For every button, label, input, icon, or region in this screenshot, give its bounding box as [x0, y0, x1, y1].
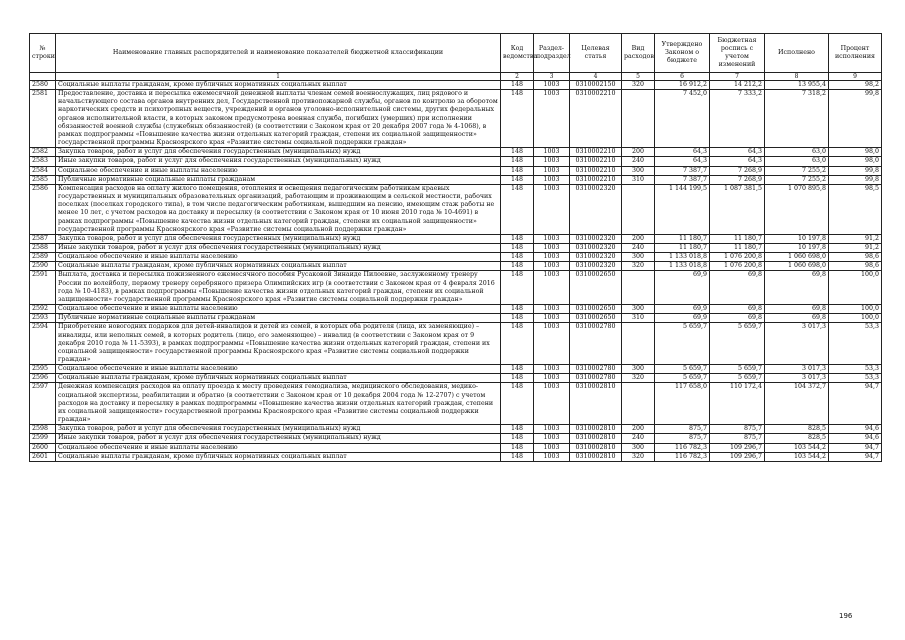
table-row	[30, 234, 882, 243]
row-number-cell: 2596	[30, 374, 56, 383]
column-number: 5	[622, 73, 655, 81]
ministry-code-cell: 148	[501, 243, 534, 252]
row-number-cell: 2583	[30, 157, 56, 166]
percent-cell: 98,6	[829, 262, 882, 271]
table-row	[30, 166, 882, 175]
target-article-cell: 0310002210	[570, 166, 622, 175]
section-cell: 1003	[534, 425, 570, 434]
executed-amount-cell: 7 255,2	[765, 166, 829, 175]
budget-list-amount-cell: 109 296,7	[710, 443, 765, 452]
table-row	[30, 157, 882, 166]
executed-amount-cell: 103 544,2	[765, 452, 829, 461]
approved-amount-cell: 7 452,0	[655, 90, 710, 148]
header-row-number: № строки	[30, 34, 56, 73]
row-name-cell: Социальное обеспечение и иные выплаты населению	[56, 166, 501, 175]
header-executed: Исполнено	[765, 34, 829, 73]
approved-amount-cell: 117 658,0	[655, 383, 710, 425]
approved-amount-cell: 1 133 018,8	[655, 253, 710, 262]
expense-type-cell: 240	[622, 434, 655, 443]
percent-cell: 98,0	[829, 157, 882, 166]
section-cell: 1003	[534, 434, 570, 443]
budget-list-amount-cell: 875,7	[710, 425, 765, 434]
row-name-cell: Социальные выплаты гражданам, кроме публичных нормативных социальных выплат	[56, 81, 501, 90]
budget-list-amount-cell: 7 268,9	[710, 166, 765, 175]
approved-amount-cell: 69,9	[655, 271, 710, 305]
approved-amount-cell: 7 387,7	[655, 166, 710, 175]
section-cell: 1003	[534, 81, 570, 90]
percent-cell: 94,7	[829, 383, 882, 425]
executed-amount-cell: 69,8	[765, 305, 829, 314]
target-article-cell: 0310002150	[570, 81, 622, 90]
ministry-code-cell: 148	[501, 374, 534, 383]
approved-amount-cell: 5 659,7	[655, 374, 710, 383]
percent-cell: 98,6	[829, 253, 882, 262]
expense-type-cell: 320	[622, 81, 655, 90]
row-name-cell: Иные закупки товаров, работ и услуг для обеспечения государственных (муниципальных) нужд	[56, 243, 501, 252]
ministry-code-cell: 148	[501, 452, 534, 461]
approved-amount-cell: 11 180,7	[655, 234, 710, 243]
expense-type-cell: 240	[622, 157, 655, 166]
section-cell: 1003	[534, 90, 570, 148]
row-number-cell: 2598	[30, 425, 56, 434]
row-name-cell: Социальные выплаты гражданам, кроме публичных нормативных социальных выплат	[56, 374, 501, 383]
percent-cell: 100,0	[829, 271, 882, 305]
expense-type-cell: 320	[622, 374, 655, 383]
approved-amount-cell: 875,7	[655, 425, 710, 434]
section-cell: 1003	[534, 305, 570, 314]
budget-list-amount-cell: 11 180,7	[710, 234, 765, 243]
budget-list-amount-cell: 69,8	[710, 305, 765, 314]
budget-list-amount-cell: 7 333,2	[710, 90, 765, 148]
expense-type-cell: 300	[622, 253, 655, 262]
expense-type-cell: 200	[622, 148, 655, 157]
row-number-cell: 2584	[30, 166, 56, 175]
row-name-cell: Иные закупки товаров, работ и услуг для обеспечения государственных (муниципальных) нужд	[56, 157, 501, 166]
executed-amount-cell: 63,0	[765, 157, 829, 166]
target-article-cell: 0310002810	[570, 425, 622, 434]
column-number: 1	[56, 73, 501, 81]
header-name: Наименование главных распорядителей и наименование показателей бюджетной классификации	[56, 34, 501, 73]
target-article-cell: 0310002650	[570, 305, 622, 314]
table-row	[30, 175, 882, 184]
percent-cell: 94,7	[829, 443, 882, 452]
column-number: 2	[501, 73, 534, 81]
column-number: 3	[534, 73, 570, 81]
column-number-row	[30, 73, 882, 81]
header-budget-list: Бюджетная роспись с учетом изменений	[710, 34, 765, 73]
section-cell: 1003	[534, 253, 570, 262]
percent-cell: 91,2	[829, 234, 882, 243]
column-number: 7	[710, 73, 765, 81]
target-article-cell: 0310002320	[570, 253, 622, 262]
executed-amount-cell: 69,8	[765, 314, 829, 323]
section-cell: 1003	[534, 365, 570, 374]
ministry-code-cell: 148	[501, 383, 534, 425]
row-number-cell: 2594	[30, 323, 56, 365]
percent-cell: 53,3	[829, 323, 882, 365]
row-name-cell: Социальное обеспечение и иные выплаты населению	[56, 253, 501, 262]
budget-list-amount-cell: 110 172,4	[710, 383, 765, 425]
target-article-cell: 0310002210	[570, 90, 622, 148]
table-row	[30, 262, 882, 271]
budget-list-amount-cell: 5 659,7	[710, 365, 765, 374]
budget-list-amount-cell: 1 087 381,5	[710, 184, 765, 234]
ministry-code-cell: 148	[501, 148, 534, 157]
ministry-code-cell: 148	[501, 253, 534, 262]
row-number-cell: 2592	[30, 305, 56, 314]
section-cell: 1003	[534, 184, 570, 234]
row-number-cell: 2586	[30, 184, 56, 234]
expense-type-cell: 310	[622, 175, 655, 184]
table-row	[30, 443, 882, 452]
row-name-cell: Социальное обеспечение и иные выплаты населению	[56, 443, 501, 452]
header-approved: Утверждено Законом о бюджете	[655, 34, 710, 73]
expense-type-cell: 300	[622, 443, 655, 452]
row-name-cell: Социальное обеспечение и иные выплаты населению	[56, 365, 501, 374]
budget-table-sheet	[29, 33, 881, 462]
expense-type-cell: 300	[622, 365, 655, 374]
budget-execution-table	[29, 33, 882, 462]
target-article-cell: 0310002810	[570, 383, 622, 425]
expense-type-cell	[622, 184, 655, 234]
row-number-cell: 2588	[30, 243, 56, 252]
target-article-cell: 0310002650	[570, 271, 622, 305]
column-number: 4	[570, 73, 622, 81]
table-row	[30, 365, 882, 374]
section-cell: 1003	[534, 452, 570, 461]
section-cell: 1003	[534, 148, 570, 157]
target-article-cell: 0310002320	[570, 234, 622, 243]
row-number-cell: 2585	[30, 175, 56, 184]
table-row	[30, 374, 882, 383]
section-cell: 1003	[534, 234, 570, 243]
budget-list-amount-cell: 5 659,7	[710, 323, 765, 365]
section-cell: 1003	[534, 166, 570, 175]
budget-list-amount-cell: 1 076 200,8	[710, 262, 765, 271]
percent-cell: 99,8	[829, 90, 882, 148]
executed-amount-cell: 828,5	[765, 425, 829, 434]
table-row	[30, 383, 882, 425]
target-article-cell: 0310002210	[570, 175, 622, 184]
approved-amount-cell: 64,3	[655, 157, 710, 166]
percent-cell: 53,3	[829, 374, 882, 383]
ministry-code-cell: 148	[501, 81, 534, 90]
row-name-cell: Денежная компенсация расходов на оплату проезда к месту проведения гемодиализа, медицинского обследования, медико-социальной экспертизы, реабилитации и обратно (в соответствии с Законом края от 10 декабря 2004 года № 12-2707) с учетом расходов на доставку и пересылку в рамках подпрограммы «Повышение качества жизни отдельных категорий граждан, степени их социальной защищенности» государственной программы Красноярского края «Развитие системы социальной поддержки граждан»	[56, 383, 501, 425]
percent-cell: 94,7	[829, 452, 882, 461]
row-number-cell: 2590	[30, 262, 56, 271]
ministry-code-cell: 148	[501, 175, 534, 184]
table-row	[30, 243, 882, 252]
header-section: Раздел-подраздел	[534, 34, 570, 73]
expense-type-cell: 310	[622, 314, 655, 323]
percent-cell: 98,0	[829, 148, 882, 157]
budget-list-amount-cell: 69,8	[710, 314, 765, 323]
executed-amount-cell: 3 017,3	[765, 374, 829, 383]
row-number-cell: 2601	[30, 452, 56, 461]
executed-amount-cell: 10 197,8	[765, 234, 829, 243]
row-number-cell: 2580	[30, 81, 56, 90]
table-row	[30, 314, 882, 323]
row-number-cell: 2581	[30, 90, 56, 148]
expense-type-cell	[622, 271, 655, 305]
ministry-code-cell: 148	[501, 365, 534, 374]
executed-amount-cell: 7 255,2	[765, 175, 829, 184]
budget-list-amount-cell: 69,8	[710, 271, 765, 305]
section-cell: 1003	[534, 323, 570, 365]
executed-amount-cell: 63,0	[765, 148, 829, 157]
percent-cell: 100,0	[829, 305, 882, 314]
row-number-cell: 2599	[30, 434, 56, 443]
header-ministry-code: Код ведомства	[501, 34, 534, 73]
ministry-code-cell: 148	[501, 166, 534, 175]
approved-amount-cell: 69,9	[655, 314, 710, 323]
target-article-cell: 0310002320	[570, 184, 622, 234]
executed-amount-cell: 103 544,2	[765, 443, 829, 452]
executed-amount-cell: 828,5	[765, 434, 829, 443]
table-row	[30, 148, 882, 157]
budget-list-amount-cell: 875,7	[710, 434, 765, 443]
budget-list-amount-cell: 109 296,7	[710, 452, 765, 461]
executed-amount-cell: 7 318,2	[765, 90, 829, 148]
expense-type-cell: 320	[622, 262, 655, 271]
row-name-cell: Публичные нормативные социальные выплаты гражданам	[56, 314, 501, 323]
approved-amount-cell: 116 782,3	[655, 452, 710, 461]
budget-list-amount-cell: 7 268,9	[710, 175, 765, 184]
executed-amount-cell: 1 060 698,0	[765, 253, 829, 262]
row-number-cell: 2593	[30, 314, 56, 323]
target-article-cell: 0310002210	[570, 157, 622, 166]
executed-amount-cell: 13 955,4	[765, 81, 829, 90]
page-number: 196	[839, 612, 853, 620]
target-article-cell: 0310002810	[570, 452, 622, 461]
row-name-cell: Закупка товаров, работ и услуг для обеспечения государственных (муниципальных) нужд	[56, 425, 501, 434]
row-name-cell: Закупка товаров, работ и услуг для обеспечения государственных (муниципальных) нужд	[56, 234, 501, 243]
table-row	[30, 253, 882, 262]
row-name-cell: Закупка товаров, работ и услуг для обеспечения государственных (муниципальных) нужд	[56, 148, 501, 157]
section-cell: 1003	[534, 271, 570, 305]
row-number-cell: 2587	[30, 234, 56, 243]
percent-cell: 98,2	[829, 81, 882, 90]
header-percent: Процент исполнения	[829, 34, 882, 73]
row-name-cell: Публичные нормативные социальные выплаты гражданам	[56, 175, 501, 184]
section-cell: 1003	[534, 175, 570, 184]
ministry-code-cell: 148	[501, 314, 534, 323]
ministry-code-cell: 148	[501, 434, 534, 443]
target-article-cell: 0310002210	[570, 148, 622, 157]
row-number-cell: 2595	[30, 365, 56, 374]
table-row	[30, 90, 882, 148]
approved-amount-cell: 64,3	[655, 148, 710, 157]
row-number-cell: 2597	[30, 383, 56, 425]
row-name-cell: Предоставление, доставка и пересылка ежемесячной денежной выплаты членам семей военнослужащих, лиц рядового и начальствующего состава органов внутренних дел, Государственной противопожарной службы, органов по контролю за оборотом наркотических средств и психотропных веществ, учреждений и органов уголовно-исполнительной системы, других федеральных органов исполнительной власти, в которых законом предусмотрена военная служба, погибших (умерших) при исполнении обязанностей военной службы (служебных обязанностей) (в соответствии с Законом края от 20 декабря 2007 года № 4-1068), в рамках подпрограммы «Повышение качества жизни отдельных категорий граждан, степени их социальной защищенности» государственной программы Красноярского края «Развитие системы социальной поддержки граждан»	[56, 90, 501, 148]
executed-amount-cell: 1 070 895,8	[765, 184, 829, 234]
percent-cell: 98,5	[829, 184, 882, 234]
row-name-cell: Приобретение новогодних подарков для детей-инвалидов и детей из семей, в которых оба родителя (лица, их заменяющие) – инвалиды, или неполных семей, в которых родитель (лицо, его заменяющее) – инвалид (в соответствии с Законом края от 9 декабря 2010 года № 11-5393), в рамках подпрограммы «Повышение качества жизни отдельных категорий граждан, степени их социальной защищенности» государственной программы Красноярского края «Развитие системы социальной поддержки граждан»	[56, 323, 501, 365]
table-row	[30, 184, 882, 234]
header-expense-type: Вид расходов	[622, 34, 655, 73]
ministry-code-cell: 148	[501, 271, 534, 305]
expense-type-cell: 200	[622, 234, 655, 243]
executed-amount-cell: 69,8	[765, 271, 829, 305]
approved-amount-cell: 69,9	[655, 305, 710, 314]
budget-list-amount-cell: 11 180,7	[710, 243, 765, 252]
percent-cell: 53,3	[829, 365, 882, 374]
column-number: 6	[655, 73, 710, 81]
column-number: 9	[829, 73, 882, 81]
approved-amount-cell: 5 659,7	[655, 365, 710, 374]
table-row	[30, 305, 882, 314]
ministry-code-cell: 148	[501, 262, 534, 271]
percent-cell: 94,6	[829, 425, 882, 434]
budget-list-amount-cell: 5 659,7	[710, 374, 765, 383]
header-target-article: Целевая статья	[570, 34, 622, 73]
executed-amount-cell: 3 017,3	[765, 323, 829, 365]
percent-cell: 100,0	[829, 314, 882, 323]
row-name-cell: Социальное обеспечение и иные выплаты населению	[56, 305, 501, 314]
table-row	[30, 452, 882, 461]
row-name-cell: Компенсация расходов на оплату жилого помещения, отопления и освещения педагогическим работникам краевых государственных и муниципальных образовательных организаций, работающим и проживающим в сельской местности, рабочих поселках (поселках городского типа), в том числе педагогическим работникам, вышедшим на пенсию, имеющим стаж работы не менее 10 лет, с учетом расходов на доставку и пересылку (в соответствии с Законом края от 10 июня 2010 года № 10-4691) в рамках подпрограммы «Повышение качества жизни отдельных категорий граждан, степени их социальной защищенности» государственной программы Красноярского края «Развитие системы социальной поддержки граждан»	[56, 184, 501, 234]
budget-list-amount-cell: 14 212,2	[710, 81, 765, 90]
row-number-cell: 2589	[30, 253, 56, 262]
expense-type-cell: 320	[622, 452, 655, 461]
expense-type-cell: 300	[622, 305, 655, 314]
budget-list-amount-cell: 1 076 200,8	[710, 253, 765, 262]
expense-type-cell: 200	[622, 425, 655, 434]
approved-amount-cell: 116 782,3	[655, 443, 710, 452]
ministry-code-cell: 148	[501, 323, 534, 365]
ministry-code-cell: 148	[501, 184, 534, 234]
target-article-cell: 0310002780	[570, 374, 622, 383]
section-cell: 1003	[534, 243, 570, 252]
approved-amount-cell: 1 133 018,8	[655, 262, 710, 271]
section-cell: 1003	[534, 383, 570, 425]
budget-list-amount-cell: 64,3	[710, 148, 765, 157]
table-row	[30, 425, 882, 434]
row-name-cell: Социальные выплаты гражданам, кроме публичных нормативных социальных выплат	[56, 262, 501, 271]
column-number	[30, 73, 56, 81]
header-row	[30, 34, 882, 73]
section-cell: 1003	[534, 443, 570, 452]
budget-list-amount-cell: 64,3	[710, 157, 765, 166]
ministry-code-cell: 148	[501, 234, 534, 243]
approved-amount-cell: 7 387,7	[655, 175, 710, 184]
ministry-code-cell: 148	[501, 425, 534, 434]
expense-type-cell	[622, 90, 655, 148]
section-cell: 1003	[534, 157, 570, 166]
column-number: 8	[765, 73, 829, 81]
expense-type-cell: 240	[622, 243, 655, 252]
row-name-cell: Выплата, доставка и пересылка пожизненного ежемесячного пособия Русаковой Зинаиде Пилоевне, заслуженному тренеру России по волейболу, первому тренеру серебряного призера Олимпийских игр (в соответствии с Законом края от 4 февраля 2016 года № 10-4183), в рамках подпрограммы «Повышение качества жизни отдельных категорий граждан, степени их социальной защищенности» государственной программы Красноярского края «Развитие системы социальной поддержки граждан»	[56, 271, 501, 305]
percent-cell: 99,8	[829, 175, 882, 184]
row-number-cell: 2600	[30, 443, 56, 452]
table-row	[30, 271, 882, 305]
expense-type-cell	[622, 323, 655, 365]
ministry-code-cell: 148	[501, 90, 534, 148]
approved-amount-cell: 1 144 199,5	[655, 184, 710, 234]
row-name-cell: Иные закупки товаров, работ и услуг для обеспечения государственных (муниципальных) нужд	[56, 434, 501, 443]
approved-amount-cell: 875,7	[655, 434, 710, 443]
executed-amount-cell: 104 372,7	[765, 383, 829, 425]
approved-amount-cell: 11 180,7	[655, 243, 710, 252]
executed-amount-cell: 10 197,8	[765, 243, 829, 252]
section-cell: 1003	[534, 314, 570, 323]
expense-type-cell: 300	[622, 166, 655, 175]
row-name-cell: Социальные выплаты гражданам, кроме публичных нормативных социальных выплат	[56, 452, 501, 461]
target-article-cell: 0310002810	[570, 434, 622, 443]
target-article-cell: 0310002320	[570, 243, 622, 252]
target-article-cell: 0310002780	[570, 365, 622, 374]
target-article-cell: 0310002780	[570, 323, 622, 365]
ministry-code-cell: 148	[501, 443, 534, 452]
section-cell: 1003	[534, 374, 570, 383]
table-body	[30, 81, 882, 462]
percent-cell: 99,8	[829, 166, 882, 175]
approved-amount-cell: 5 659,7	[655, 323, 710, 365]
executed-amount-cell: 3 017,3	[765, 365, 829, 374]
table-row	[30, 323, 882, 365]
percent-cell: 94,6	[829, 434, 882, 443]
section-cell: 1003	[534, 262, 570, 271]
row-number-cell: 2582	[30, 148, 56, 157]
expense-type-cell	[622, 383, 655, 425]
table-row	[30, 434, 882, 443]
executed-amount-cell: 1 060 698,0	[765, 262, 829, 271]
target-article-cell: 0310002810	[570, 443, 622, 452]
percent-cell: 91,2	[829, 243, 882, 252]
ministry-code-cell: 148	[501, 157, 534, 166]
table-row	[30, 81, 882, 90]
approved-amount-cell: 16 912,2	[655, 81, 710, 90]
ministry-code-cell: 148	[501, 305, 534, 314]
target-article-cell: 0310002320	[570, 262, 622, 271]
row-number-cell: 2591	[30, 271, 56, 305]
target-article-cell: 0310002650	[570, 314, 622, 323]
